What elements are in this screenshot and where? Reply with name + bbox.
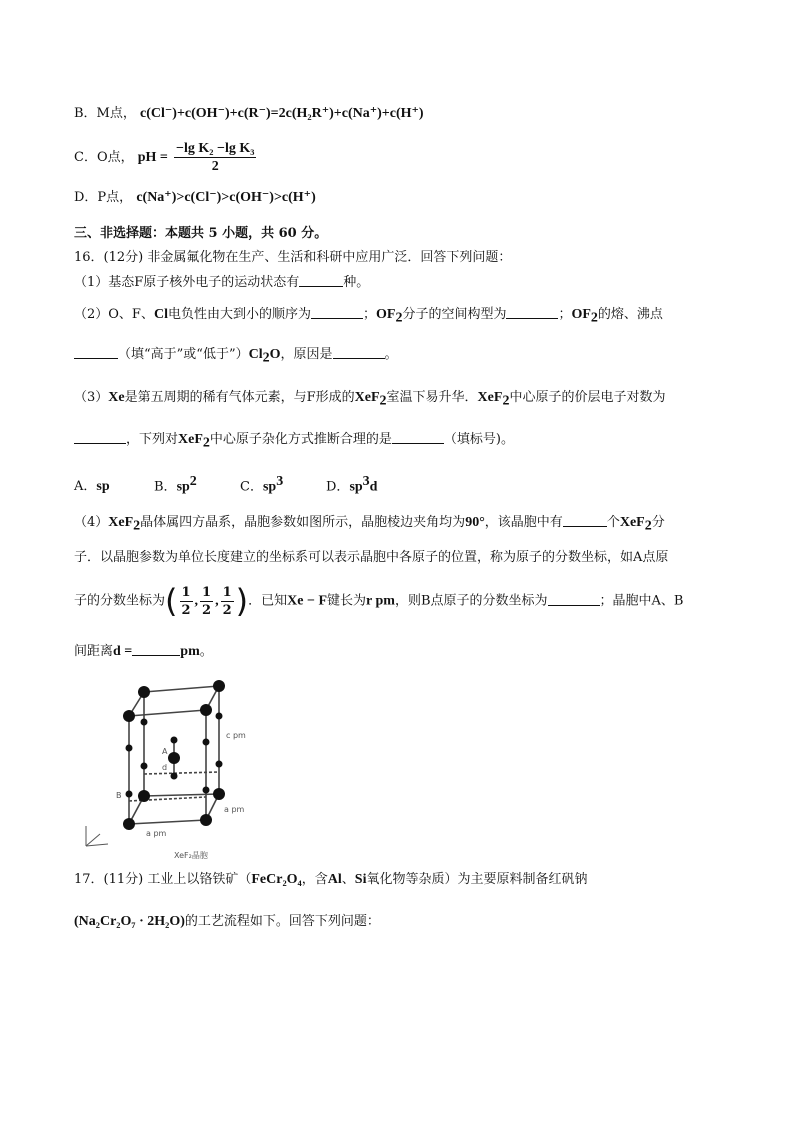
text: 是第五周期的稀有气体元素，与F形成的	[124, 390, 355, 405]
text: 电负性由大到小的顺序为	[167, 307, 311, 322]
text: 分子的空间构型为	[402, 307, 507, 322]
text: 的工艺流程如下。回答下列问题：	[184, 914, 380, 929]
a-pm-label-bottom: a pm	[146, 829, 167, 838]
choice-sup: 3	[362, 474, 370, 489]
num: 1	[222, 584, 232, 600]
text: ；	[362, 307, 376, 322]
text: 中心原子的价层电子对数为	[509, 390, 666, 405]
text: ；晶胞中A、B	[599, 593, 684, 609]
option-c-numerator: −lg K₂ −lg K₃	[176, 141, 255, 156]
al-symbol: Al	[327, 872, 342, 887]
text: 的熔、沸点	[597, 307, 663, 322]
answer-blank[interactable]	[392, 431, 444, 444]
choice-label: D．	[326, 479, 350, 495]
q16-part4-line3: 子的分数坐标为( $\frac{1}{2}$ , $\frac{1}{2}$ , $\frac{1}{2}$ )．已知Xe − F键长为r pm，则B点原子的分数坐标为 ；晶胞中A、B	[74, 582, 684, 620]
choice-sup: 3	[276, 474, 284, 489]
choice-value: sp	[96, 479, 110, 495]
text: 室温下易升华．	[386, 390, 478, 405]
ore-formula: FeCr₂O₄	[251, 872, 302, 887]
choice-value: sp	[262, 479, 277, 495]
bond: Xe − F	[287, 593, 327, 609]
coord-fraction	[200, 584, 213, 619]
choice-value: sp	[349, 479, 363, 495]
option-d-formula: c(Na⁺)>c(Cl⁻)>c(OH⁻)>c(H⁺)	[136, 190, 316, 205]
q17-stem-line1	[74, 870, 587, 890]
option-c-label: C．O点，	[74, 150, 134, 165]
xef2-formula: XeF	[619, 515, 645, 530]
c-pm-label: c pm	[226, 731, 246, 740]
text: 键长为	[327, 593, 367, 609]
d-symbol: d =	[113, 644, 133, 659]
answer-blank[interactable]	[74, 431, 126, 444]
den: 2	[181, 602, 191, 618]
text: （4）	[74, 515, 109, 530]
text: 子的分数坐标为	[74, 593, 166, 609]
text: （填标号)。	[443, 432, 514, 447]
text: ，该晶胞中有	[484, 515, 563, 530]
answer-blank[interactable]	[563, 514, 607, 527]
q16-choices	[74, 472, 416, 497]
text: ，含	[301, 872, 328, 887]
text: ；	[558, 307, 572, 322]
num: 1	[202, 584, 212, 600]
choice-b[interactable]	[154, 472, 240, 497]
choice-tail: d	[369, 479, 378, 495]
option-b	[74, 104, 424, 124]
cl-symbol: Cl	[153, 307, 168, 322]
choice-value: sp	[176, 479, 190, 495]
option-c-lhs: pH =	[137, 150, 168, 165]
of2-formula: OF	[571, 307, 591, 322]
text: （3）	[74, 390, 109, 405]
choice-label: B．	[154, 479, 177, 495]
text: ，下列对	[126, 432, 179, 447]
distance-d-label: d	[162, 763, 168, 772]
xe-symbol: Xe	[108, 390, 125, 405]
q17-stem-line2	[74, 912, 380, 932]
q16-part1-tail: 种。	[343, 275, 370, 290]
axes-icon	[86, 826, 108, 846]
angle-value: 90°	[465, 515, 485, 530]
bond-length: r pm	[366, 593, 395, 609]
unit: pm	[180, 644, 200, 659]
text: ，则B点原子的分数坐标为	[394, 593, 548, 609]
text: 。	[384, 347, 398, 362]
q16-part2-line2: （填“高于”或“低于$”)Cl_2O$，原因是 。	[74, 345, 398, 369]
option-c-fraction	[174, 140, 256, 175]
q16-stem: 16．(12分) 非金属氟化物在生产、生活和科研中应用广泛．回答下列问题：	[74, 250, 512, 265]
text: 氧化物等杂质）为主要原料制备红矾钠	[366, 872, 588, 887]
text: ．已知	[248, 593, 288, 609]
choice-a[interactable]	[74, 477, 154, 497]
q16-part4-line1: （4）XeF$_2$晶体属四方晶系，晶胞参数如图所示，晶胞棱边夹角均为90°，该晶胞中有 个XeF$_2$分	[74, 515, 665, 534]
point-a-label: A	[162, 747, 168, 756]
text: 。	[199, 644, 213, 659]
choice-d[interactable]	[326, 472, 416, 497]
text: 晶体属四方晶系，晶胞参数如图所示，晶胞棱边夹角均为	[140, 515, 466, 530]
figure-caption: XeF₂晶胞	[174, 851, 208, 860]
choice-label: A．	[74, 479, 97, 495]
option-c-denominator: 2	[211, 159, 219, 174]
text: （填“高于”或“低于”）	[118, 347, 249, 362]
num: 1	[181, 584, 191, 600]
answer-blank[interactable]	[548, 593, 600, 606]
text: 17．(11分) 工业上以铬铁矿（	[74, 872, 252, 887]
of2-formula: OF	[375, 307, 396, 322]
option-b-formula: c(Cl⁻)+c(OH⁻)+c(R⁻)=2c(H₂R⁺)+c(Na⁺)+c(H⁺)	[140, 106, 424, 121]
option-d-label: D．P点，	[74, 190, 133, 205]
text: （2）O、F、	[74, 307, 154, 322]
text: 个	[606, 515, 620, 530]
text: 分	[651, 515, 665, 530]
xef2-formula: XeF	[178, 432, 203, 447]
q16-part1	[74, 273, 369, 293]
text: 中心原子杂化方式推断合理的是	[209, 432, 392, 447]
option-b-label: B．M点，	[74, 106, 136, 121]
q16-part4-line4	[74, 642, 213, 662]
answer-blank[interactable]	[132, 643, 180, 656]
coord-fraction	[221, 584, 234, 619]
q16-part4-line2: 子．以晶胞参数为单位长度建立的坐标系可以表示晶胞中各原子的位置，称为原子的分数坐标，如A点原	[74, 550, 669, 565]
den: 2	[222, 602, 232, 618]
point-b-label: B	[116, 791, 122, 800]
q16-part3-line1: （3）Xe是第五周期的稀有气体元素，与F形成的XeF$_2$室温下易升华．XeF$_2$中心原子的价层电子对数为	[74, 390, 666, 409]
option-d	[74, 188, 316, 208]
product-formula: (Na₂Cr₂O₇ · 2H₂O)	[74, 914, 185, 929]
text: 、	[341, 872, 355, 887]
text: 间距离	[74, 644, 114, 659]
crystal-cell-figure	[74, 676, 284, 861]
choice-label: C．	[240, 479, 263, 495]
cl2o-formula: Cl	[248, 347, 263, 362]
answer-blank[interactable]	[299, 274, 343, 287]
den: 2	[202, 602, 212, 618]
text: ，原因是	[280, 347, 333, 362]
coord-fraction	[180, 584, 193, 619]
q16-part3-line2: ，下列对XeF$_2$中心原子杂化方式推断合理的是 （填标号)。	[74, 430, 514, 454]
xef2-formula: XeF	[354, 390, 380, 405]
q16-part2-line1: （2）O、F、Cl电负性由大到小的顺序为 ；$OF_2$分子的空间构型为 ；$OF_2$的熔、沸点	[74, 307, 663, 326]
answer-blank[interactable]	[311, 306, 363, 319]
option-c	[74, 140, 258, 176]
xef2-formula: XeF	[477, 390, 503, 405]
choice-c[interactable]	[240, 472, 326, 497]
q16-part1-text: （1）基态F原子核外电子的运动状态有	[74, 275, 300, 290]
si-symbol: Si	[354, 872, 367, 887]
answer-blank[interactable]	[74, 346, 118, 359]
xef2-formula: XeF	[108, 515, 134, 530]
crystal-cell-diagram	[74, 676, 284, 861]
answer-blank[interactable]	[333, 346, 385, 359]
a-pm-label-right: a pm	[224, 805, 245, 814]
choice-sup: 2	[189, 474, 197, 489]
section-three-heading: 三、非选择题：本题共 5 小题，共 60 分。	[74, 226, 328, 241]
answer-blank[interactable]	[506, 306, 558, 319]
